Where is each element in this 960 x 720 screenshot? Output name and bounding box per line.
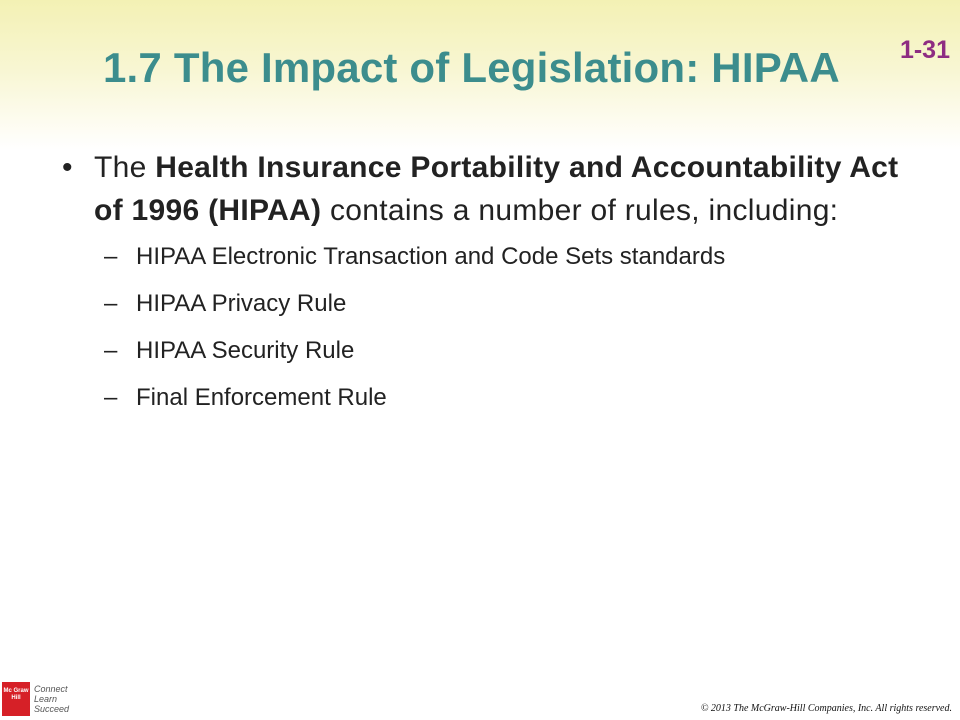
sub-item xyxy=(104,287,816,321)
tagline-line: Succeed xyxy=(34,704,70,714)
slide-content xyxy=(62,146,922,428)
sub-item-label: Final Enforcement Rule xyxy=(136,384,387,411)
main-bullet xyxy=(62,146,922,232)
dash-icon: – xyxy=(104,384,118,411)
sub-list xyxy=(62,240,922,415)
slide-number: 1-31 xyxy=(899,36,950,64)
sub-item-label: HIPAA Privacy Rule xyxy=(136,290,347,317)
dash-icon: – xyxy=(104,337,118,364)
dash-icon: – xyxy=(104,243,118,270)
tagline-line: Learn xyxy=(34,694,58,704)
bullet-prefix: The xyxy=(94,151,156,184)
publisher-logo xyxy=(2,682,92,718)
tagline-line: Connect xyxy=(34,684,68,694)
sub-item xyxy=(104,240,816,274)
bullet-suffix: contains a number of rules, including: xyxy=(321,194,839,227)
sub-item xyxy=(104,334,816,368)
slide-title: 1.7 The Impact of Legislation: HIPAA xyxy=(103,44,840,91)
bullet-bold-term: Health Insurance Portability and Accountability Act of 1996 (HIPAA) xyxy=(94,151,899,227)
dash-icon: – xyxy=(104,290,118,317)
sub-item-label: HIPAA Electronic Transaction and Code Sets standards xyxy=(136,243,726,270)
mcgraw-hill-logo-icon: Mc Graw Hill xyxy=(2,682,30,716)
copyright-notice: © 2013 The McGraw-Hill Companies, Inc. All rights reserved. xyxy=(700,703,952,714)
sub-item xyxy=(104,381,816,415)
sub-item-label: HIPAA Security Rule xyxy=(136,337,355,364)
logo-tagline xyxy=(34,684,69,714)
bullet-dot-icon: • xyxy=(62,151,73,184)
